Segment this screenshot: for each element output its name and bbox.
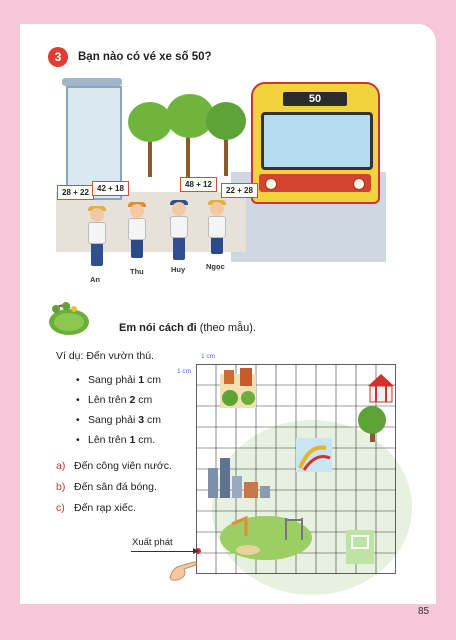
ticket-label-an: 28 + 22 bbox=[57, 185, 94, 200]
ticket-label-huy: 48 + 12 bbox=[180, 177, 217, 192]
ticket-label-thu: 42 + 18 bbox=[92, 181, 129, 196]
option-c: c) Đến rạp xiếc. bbox=[56, 502, 136, 514]
water-park-picture bbox=[296, 438, 332, 472]
start-arrow bbox=[131, 551, 195, 552]
kid-name-ngoc: Ngọc bbox=[206, 262, 225, 271]
city-buildings-picture bbox=[208, 458, 270, 498]
playground-picture bbox=[220, 516, 312, 560]
unit-label-horizontal: 1 cm bbox=[201, 353, 216, 360]
bus bbox=[251, 82, 380, 204]
tree bbox=[128, 102, 172, 142]
exercise-question: Bạn nào có vé xe số 50? bbox=[78, 51, 212, 63]
kid-huy bbox=[168, 200, 190, 260]
step-item: • Lên trên 1 cm. bbox=[76, 434, 156, 446]
tree bbox=[206, 102, 246, 140]
kid-ngoc bbox=[206, 200, 228, 254]
start-arrow-head bbox=[193, 548, 199, 554]
headlight bbox=[353, 178, 365, 190]
step-item: • Sang phải 3 cm bbox=[76, 414, 161, 426]
option-b: b) Đến sân đá bóng. bbox=[56, 481, 157, 493]
step-item: • Sang phải 1 cm bbox=[76, 374, 161, 386]
example-label: Ví dụ: Đến vườn thú. bbox=[56, 350, 154, 362]
option-a: a) Đến công viên nước. bbox=[56, 460, 172, 472]
pointing-hand-icon bbox=[168, 556, 198, 582]
circus-tent-picture bbox=[368, 374, 394, 402]
bus-windshield bbox=[261, 112, 373, 170]
bus-shelter-roof bbox=[62, 78, 122, 86]
kid-name-an: An bbox=[90, 275, 100, 284]
step-item: • Lên trên 2 cm bbox=[76, 394, 153, 406]
start-label: Xuất phát bbox=[132, 537, 173, 548]
goal-picture bbox=[346, 530, 374, 564]
bus-number-sign: 50 bbox=[283, 92, 347, 106]
activity-logo-icon bbox=[44, 300, 90, 336]
section-title: Em nói cách đi (theo mẫu). bbox=[119, 322, 256, 334]
zoo-picture bbox=[220, 368, 256, 408]
kid-thu bbox=[126, 202, 148, 258]
map-grid bbox=[196, 364, 396, 574]
example-steps bbox=[76, 373, 161, 453]
ticket-label-ngoc: 22 + 28 bbox=[221, 183, 258, 198]
answer-options bbox=[56, 459, 172, 522]
tree-picture bbox=[358, 406, 386, 442]
kid-name-thu: Thu bbox=[130, 267, 144, 276]
headlight bbox=[265, 178, 277, 190]
kid-name-huy: Huy bbox=[171, 265, 186, 274]
kid-an bbox=[86, 206, 108, 266]
exercise-number-badge: 3 bbox=[48, 47, 68, 67]
page-number: 85 bbox=[418, 606, 430, 617]
bus-stop-illustration bbox=[56, 72, 386, 287]
unit-label-vertical: 1 cm bbox=[177, 368, 192, 375]
